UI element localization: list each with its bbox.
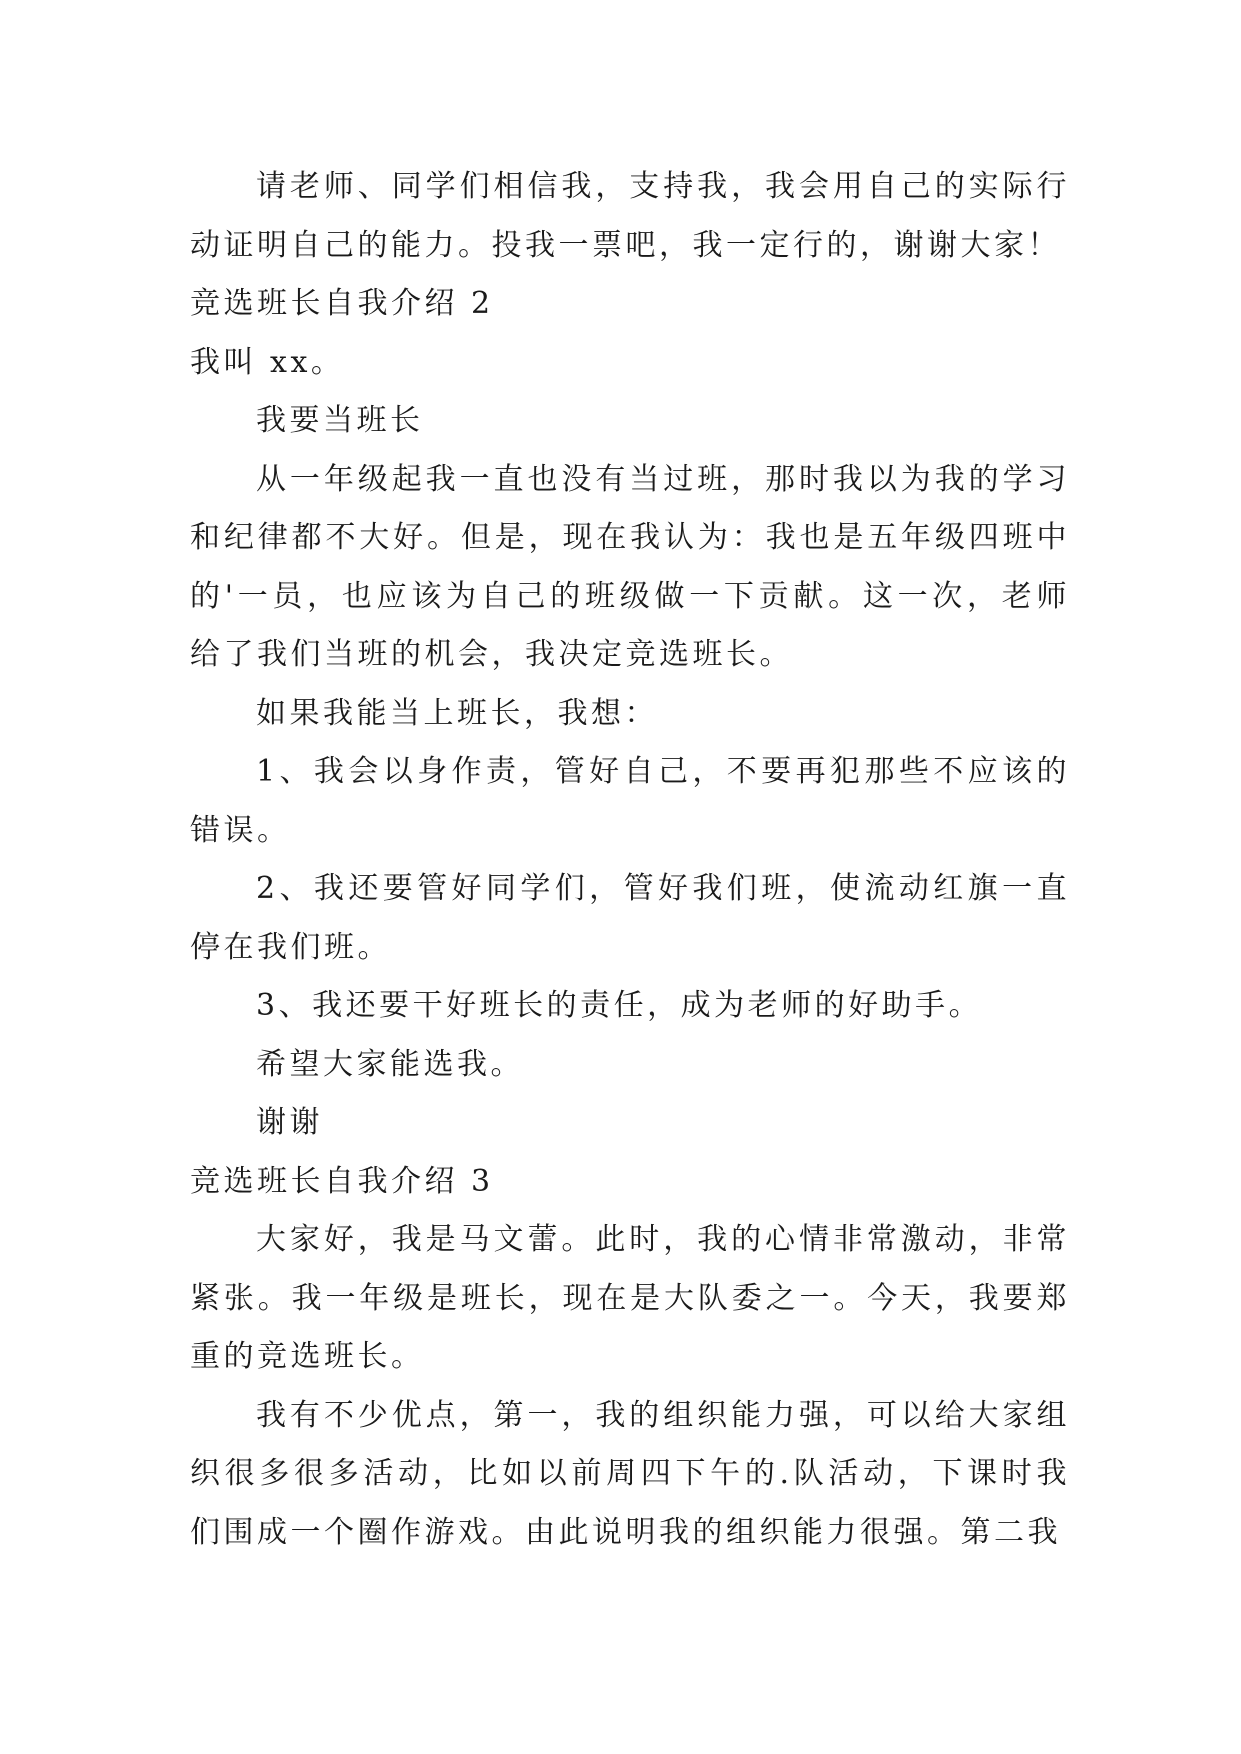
paragraph-name-intro: 我叫 xx。 [190,344,345,380]
paragraph-hope: 希望大家能选我。 [256,1046,524,1082]
paragraph-closing-appeal: 请老师、同学们相信我，支持我，我会用自己的实际行动证明自己的能力。投我一票吧，我一定行的，谢谢大家！ [190,169,1070,263]
list-item-1: 1、我会以身作责，管好自己，不要再犯那些不应该的错误。 [190,754,1070,848]
document-body [190,158,1070,1562]
paragraph-want-monitor: 我要当班长 [256,403,424,438]
paragraph-background: 从一年级起我一直也没有当过班，那时我以为我的学习和纪律都不大好。但是，现在我认为：我也是五年级四班中的'一员，也应该为自己的班级做一下贡献。这一次，老师给了我们当班的机会，我决定竞选班长。 [190,461,1070,672]
paragraph-strengths: 我有不少优点，第一，我的组织能力强，可以给大家组织很多很多活动，比如以前周四下午的.队活动，下课时我们围成一个圈作游戏。由此说明我的组织能力很强。第二我 [190,1397,1070,1550]
section-heading-3: 竞选班长自我介绍 3 [190,1163,494,1199]
paragraph-greeting: 大家好，我是马文蕾。此时，我的心情非常激动，非常紧张。我一年级是班长，现在是大队委之一。今天，我要郑重的竞选班长。 [190,1222,1070,1374]
list-item-2: 2、我还要管好同学们，管好我们班，使流动红旗一直停在我们班。 [190,871,1070,965]
paragraph-thanks: 谢谢 [256,1105,323,1140]
list-item-3: 3、我还要干好班长的责任，成为老师的好助手。 [256,988,983,1023]
paragraph-if-elected: 如果我能当上班长，我想： [256,695,658,731]
section-heading-2: 竞选班长自我介绍 2 [190,286,494,321]
